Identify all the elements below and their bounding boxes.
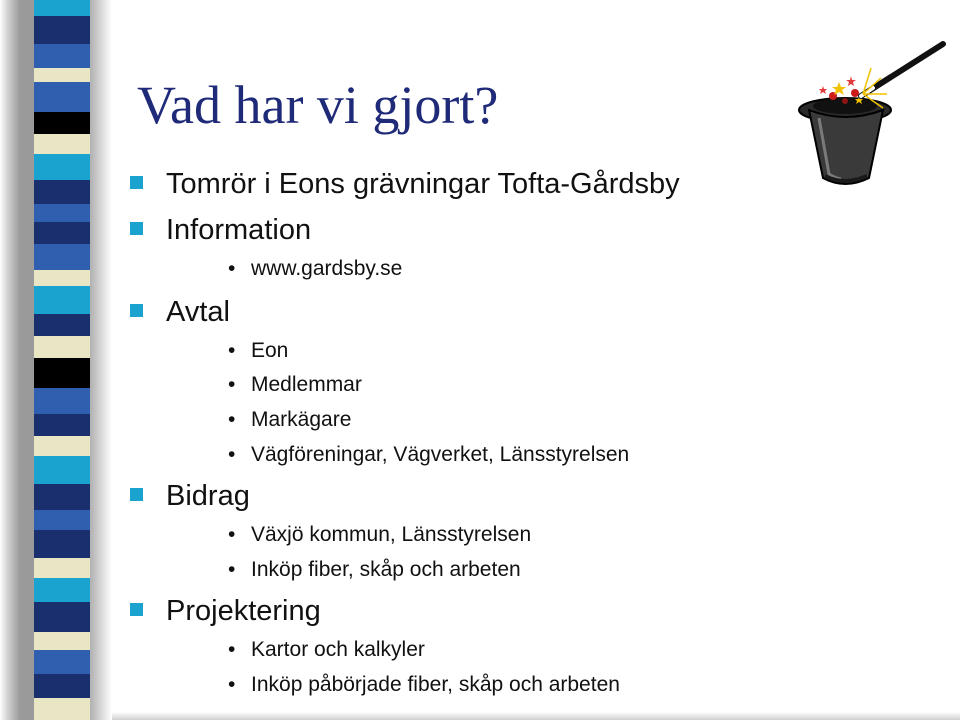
bullet-text: Projektering xyxy=(166,595,321,627)
stripe-block xyxy=(34,650,90,674)
stripe-shadow xyxy=(90,0,112,720)
sub-bullet-text: Medlemmar xyxy=(251,373,362,396)
stripe-block xyxy=(34,134,90,154)
bullet-text: Tomrör i Eons grävningar Tofta-Gårdsby xyxy=(166,168,680,200)
stripe-block xyxy=(34,436,90,456)
sub-bullet-dot: • xyxy=(228,373,236,396)
bottom-edge-decoration xyxy=(112,712,960,720)
stripe-block xyxy=(34,602,90,632)
stripe-block xyxy=(34,674,90,698)
sub-bullet-dot: • xyxy=(228,673,236,696)
sub-bullet-dot: • xyxy=(228,408,236,431)
bullet-item xyxy=(130,216,311,245)
stripe-block xyxy=(34,222,90,244)
stripe-blocks xyxy=(34,0,90,720)
bullet-item xyxy=(130,597,321,626)
sub-bullet-text: Inköp fiber, skåp och arbeten xyxy=(251,558,521,581)
stripe-block xyxy=(34,286,90,314)
sub-bullet-text: Eon xyxy=(251,339,289,362)
stripe-block xyxy=(34,270,90,286)
stripe-block xyxy=(34,456,90,484)
stripe-block xyxy=(34,180,90,204)
bullet-text: Information xyxy=(166,214,312,246)
sub-bullet-item xyxy=(228,524,531,545)
stripe-block xyxy=(34,510,90,530)
stripe-block xyxy=(34,558,90,578)
stripe-block xyxy=(34,530,90,558)
sub-bullet-item xyxy=(228,374,362,395)
sub-bullet-dot: • xyxy=(228,558,236,581)
stripe-block xyxy=(34,0,90,16)
magic-hat-with-wand-icon xyxy=(795,38,950,198)
sub-bullet-dot: • xyxy=(228,339,236,362)
sub-bullet-item xyxy=(228,674,620,695)
sub-bullet-text: Vägföreningar, Vägverket, Länsstyrelsen xyxy=(251,443,630,466)
sub-bullet-text: Markägare xyxy=(251,408,352,431)
bullet-text: Bidrag xyxy=(166,480,250,512)
stripe-block xyxy=(34,112,90,134)
stripe-block xyxy=(34,484,90,510)
sub-bullet-text: Inköp påbörjade fiber, skåp och arbeten xyxy=(251,673,620,696)
bullet-text: Avtal xyxy=(166,296,230,328)
sub-bullet-item xyxy=(228,258,402,279)
sub-bullet-text: Kartor och kalkyler xyxy=(251,638,425,661)
slide-title: Vad har vi gjort? xyxy=(137,75,499,135)
sub-bullet-item xyxy=(228,444,629,465)
sub-bullet-dot: • xyxy=(228,443,236,466)
bullet-square-icon xyxy=(130,488,143,501)
sub-bullet-item xyxy=(228,409,351,430)
sub-bullet-dot: • xyxy=(228,638,236,661)
sub-bullet-item xyxy=(228,559,521,580)
sub-bullet-text: Växjö kommun, Länsstyrelsen xyxy=(251,523,532,546)
stripe-block xyxy=(34,358,90,388)
stripe-block xyxy=(34,68,90,82)
bullet-square-icon xyxy=(130,603,143,616)
stripe-block xyxy=(34,244,90,270)
stripe-block xyxy=(34,698,90,720)
stripe-block xyxy=(34,388,90,414)
stripe-block xyxy=(34,336,90,358)
stripe-block xyxy=(34,204,90,222)
bullet-square-icon xyxy=(130,304,143,317)
bullet-square-icon xyxy=(130,176,143,189)
stripe-block xyxy=(34,314,90,336)
sub-bullet-text: www.gardsby.se xyxy=(251,257,403,280)
stripe-block xyxy=(34,578,90,602)
stripe-block xyxy=(34,414,90,436)
stripe-block xyxy=(34,16,90,44)
bullet-square-icon xyxy=(130,222,143,235)
sub-bullet-item xyxy=(228,340,288,361)
stripe-block xyxy=(34,154,90,180)
bullet-item xyxy=(130,170,680,199)
stripe-block xyxy=(34,632,90,650)
sub-bullet-dot: • xyxy=(228,257,236,280)
bullet-item xyxy=(130,298,230,327)
stripe-block xyxy=(34,82,90,112)
bullet-item xyxy=(130,482,250,511)
stripe-block xyxy=(34,44,90,68)
sub-bullet-item xyxy=(228,639,425,660)
sub-bullet-dot: • xyxy=(228,523,236,546)
